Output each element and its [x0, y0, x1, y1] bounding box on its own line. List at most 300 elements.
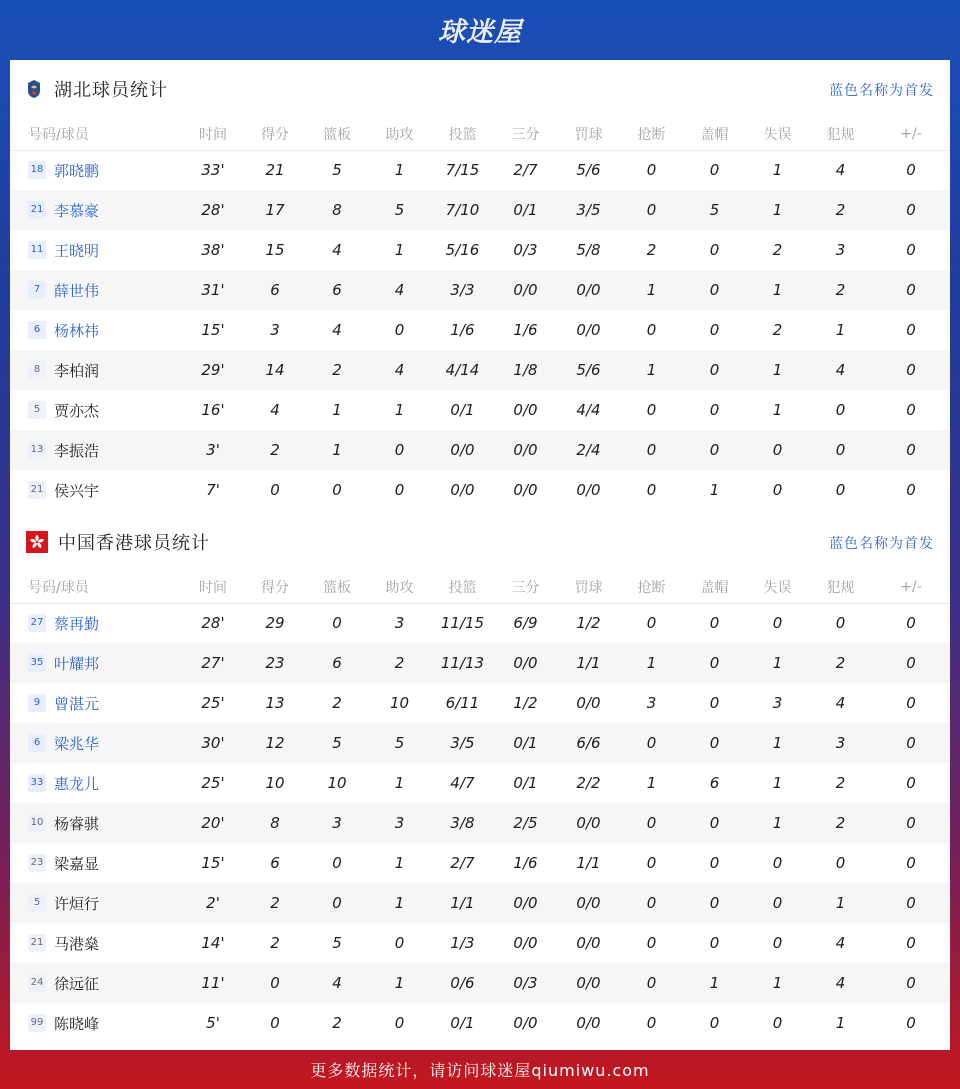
jersey-number-badge: 27 — [28, 614, 46, 632]
stat-cell: 3' — [182, 430, 244, 470]
stat-cell: 5/8 — [576, 241, 601, 259]
stat-cell: 3 — [809, 723, 872, 763]
jersey-number-badge: 35 — [28, 654, 46, 672]
player-name-link[interactable]: 李柏润 — [54, 361, 100, 380]
stat-cell: 1 — [746, 723, 809, 763]
stat-cell: 1 — [394, 854, 405, 872]
stat-cell: 1 — [746, 350, 809, 390]
stat-cell: 0/0 — [431, 430, 494, 470]
stat-cell: 1/2 — [513, 694, 538, 712]
stat-cell: 0 — [906, 401, 916, 419]
player-name-link[interactable]: 陈晓峰 — [54, 1014, 100, 1033]
player-name-link[interactable]: 徐远征 — [54, 974, 100, 993]
stat-cell: 0 — [646, 854, 657, 872]
stat-cell: 2 — [809, 270, 872, 310]
stat-cell: 1/6 — [513, 854, 538, 872]
hong-kong-flag-icon — [26, 531, 48, 553]
stat-cell: 5 — [368, 723, 431, 763]
stat-cell: 1 — [368, 883, 431, 923]
stat-cell: 1 — [746, 963, 809, 1003]
stat-cell: 1 — [835, 321, 846, 339]
column-header[interactable]: 得分 — [244, 118, 306, 150]
player-cell — [10, 470, 182, 510]
player-cell — [10, 230, 182, 270]
stat-cell: 1 — [394, 774, 405, 792]
table-row — [10, 1003, 950, 1043]
jersey-number-badge: 5 — [28, 401, 46, 419]
column-header[interactable]: 三分 — [494, 571, 557, 603]
stat-cell: 0/0 — [576, 694, 601, 712]
stat-cell: 2 — [809, 190, 872, 230]
stat-cell: 0/1 — [494, 190, 557, 230]
stat-cell: 0 — [709, 241, 720, 259]
column-header[interactable]: +/- — [872, 571, 950, 603]
stat-cell: 4 — [809, 963, 872, 1003]
player-cell — [10, 310, 182, 350]
stat-cell: 4 — [835, 934, 846, 952]
stat-cell: 3/5 — [557, 190, 620, 230]
brand-header — [0, 0, 960, 58]
stat-cell: 10 — [327, 774, 347, 792]
stat-cell: 2 — [306, 350, 368, 390]
stat-cell: 0 — [646, 401, 657, 419]
player-name-link[interactable]: 薛世伟 — [54, 281, 100, 300]
stat-cell: 0/0 — [557, 963, 620, 1003]
stat-cell: 2 — [332, 694, 342, 712]
stat-cell: 0 — [906, 1014, 916, 1032]
table-row — [10, 803, 950, 843]
stat-cell: 0/0 — [450, 481, 475, 499]
stat-cell: 0 — [772, 614, 783, 633]
stat-cell: 0/0 — [557, 803, 620, 843]
stat-cell: 1 — [620, 350, 683, 390]
stat-cell: 2 — [772, 241, 783, 259]
player-name-link[interactable]: 贾亦杰 — [54, 401, 100, 420]
stat-cell: 4 — [332, 321, 342, 339]
stat-cell: 0 — [709, 614, 720, 633]
stat-cell: 1 — [746, 190, 809, 230]
player-cell — [10, 963, 182, 1003]
stat-cell: 38' — [201, 241, 225, 259]
stat-cell: 21 — [265, 161, 285, 180]
stat-cell: 14 — [244, 350, 306, 390]
stat-cell: 2 — [646, 241, 657, 259]
stat-cell: 5 — [683, 190, 746, 230]
stat-cell: 0 — [772, 1014, 783, 1032]
column-header[interactable]: 犯规 — [809, 571, 872, 603]
stat-cell: 0/6 — [431, 963, 494, 1003]
stat-cell: 0 — [709, 1014, 720, 1032]
column-header[interactable]: 抢断 — [620, 118, 683, 150]
stat-cell: 0 — [709, 161, 720, 180]
stat-cell: 2 — [270, 934, 280, 952]
stat-cell: 0/0 — [513, 401, 538, 419]
table-row — [10, 963, 950, 1003]
stat-cell: 0 — [872, 963, 950, 1003]
stat-cell: 5 — [368, 190, 431, 230]
stat-cell: 0 — [646, 161, 657, 180]
stat-cell: 16' — [201, 401, 225, 419]
stat-cell: 1/1 — [557, 643, 620, 683]
stat-cell: 1 — [368, 963, 431, 1003]
stat-cell: 0 — [872, 723, 950, 763]
section-title: 湖北球员统计 — [54, 80, 168, 101]
stat-cell: 1/2 — [576, 614, 601, 633]
jersey-number-badge: 6 — [28, 321, 46, 339]
stat-cell: 4/14 — [431, 350, 494, 390]
stat-cell: 11/15 — [440, 614, 485, 633]
stat-cell: 0/3 — [513, 241, 538, 259]
stat-cell: 3 — [270, 321, 280, 339]
stat-cell: 0 — [872, 350, 950, 390]
footer-banner[interactable] — [0, 1050, 960, 1089]
jersey-number-badge: 10 — [28, 814, 46, 832]
player-name-link[interactable]: 侯兴宇 — [54, 481, 100, 500]
stat-cell: 0 — [683, 803, 746, 843]
table-header-row — [10, 571, 950, 603]
jersey-number-badge: 13 — [28, 441, 46, 459]
column-header[interactable]: 失误 — [746, 571, 809, 603]
column-header[interactable]: 助攻 — [368, 571, 431, 603]
stat-cell: 0 — [270, 1014, 280, 1032]
table-row — [10, 843, 950, 883]
stat-cell: 0 — [835, 481, 846, 499]
player-name-link[interactable]: 郭晓鹏 — [54, 161, 100, 180]
stat-cell: 4 — [368, 350, 431, 390]
stat-cell: 0/0 — [576, 481, 601, 499]
column-header[interactable]: 得分 — [244, 571, 306, 603]
stat-cell: 3 — [368, 803, 431, 843]
stat-cell: 0 — [709, 321, 720, 339]
stat-cell: 5 — [332, 934, 342, 952]
stat-cell: 6 — [270, 854, 280, 872]
stat-cell: 6 — [709, 774, 720, 792]
stat-cell: 0 — [683, 883, 746, 923]
stat-cell: 0 — [906, 614, 916, 633]
stat-cell: 0/1 — [513, 774, 538, 792]
stat-cell: 0 — [394, 321, 405, 339]
stat-cell: 15 — [265, 241, 285, 259]
table-row — [10, 430, 950, 470]
stat-cell: 1/8 — [494, 350, 557, 390]
stat-cell: 0 — [270, 481, 280, 499]
stat-cell: 2 — [244, 430, 306, 470]
stat-cell: 0/0 — [494, 430, 557, 470]
table-row — [10, 723, 950, 763]
stat-cell: 17 — [244, 190, 306, 230]
stat-cell: 11' — [182, 963, 244, 1003]
jersey-number-badge: 23 — [28, 854, 46, 872]
player-name-link[interactable]: 李振浩 — [54, 441, 100, 460]
stat-cell: 1 — [772, 774, 783, 792]
stat-cell: 4 — [306, 963, 368, 1003]
stat-cell: 1/1 — [576, 854, 601, 872]
stat-cell: 2/5 — [494, 803, 557, 843]
stat-cell: 7/15 — [445, 161, 480, 180]
stat-cell: 3 — [835, 241, 846, 259]
jersey-number-badge: 6 — [28, 734, 46, 752]
table-row — [10, 883, 950, 923]
player-name-link[interactable]: 梁兆华 — [54, 734, 100, 753]
stat-cell: 0 — [394, 1014, 405, 1032]
stat-cell: 1 — [746, 270, 809, 310]
player-cell — [10, 603, 182, 643]
player-name-link[interactable]: 杨睿骐 — [54, 814, 100, 833]
stat-cell: 1 — [772, 401, 783, 419]
player-name-link[interactable]: 蔡再勤 — [54, 614, 100, 633]
stat-cell: 3 — [772, 694, 783, 712]
stat-cell: 10 — [265, 774, 285, 792]
stat-cell: 4 — [835, 694, 846, 712]
stat-cell: 0/0 — [576, 1014, 601, 1032]
stat-cell: 0 — [646, 934, 657, 952]
jersey-number-badge: 7 — [28, 281, 46, 299]
stat-cell: 1 — [772, 161, 783, 180]
stat-cell: 4 — [332, 241, 342, 259]
stat-cell: 0 — [906, 774, 916, 792]
stat-cell: 3 — [394, 614, 405, 633]
stat-cell: 0 — [772, 481, 783, 499]
stat-cell: 0/0 — [513, 481, 538, 499]
stat-cell: 4 — [835, 161, 846, 180]
stat-cell: 2 — [809, 803, 872, 843]
stat-cell: 0 — [872, 803, 950, 843]
column-header[interactable]: 投篮 — [431, 571, 494, 603]
stat-cell: 0 — [646, 614, 657, 633]
stat-cell: 27' — [182, 643, 244, 683]
stat-cell: 5 — [332, 161, 342, 180]
stat-cell: 4 — [270, 401, 280, 419]
player-cell — [10, 643, 182, 683]
stat-cell: 0/1 — [450, 1014, 475, 1032]
player-cell — [10, 683, 182, 723]
player-name-link[interactable]: 马港燊 — [54, 934, 100, 953]
jersey-number-badge: 24 — [28, 974, 46, 992]
player-name-link[interactable]: 叶耀邦 — [54, 654, 100, 673]
stat-cell: 7' — [206, 481, 220, 499]
stat-cell: 6 — [244, 270, 306, 310]
stat-cell: 0 — [835, 854, 846, 872]
stat-cell: 1/1 — [431, 883, 494, 923]
stat-cell: 29' — [182, 350, 244, 390]
jersey-number-badge: 21 — [28, 201, 46, 219]
jersey-number-badge: 18 — [28, 161, 46, 179]
player-cell — [10, 923, 182, 963]
column-header[interactable]: 篮板 — [306, 571, 368, 603]
column-header[interactable]: 时间 — [182, 571, 244, 603]
brand-logo: 球迷屋 — [438, 16, 522, 48]
stat-cell: 0 — [332, 614, 342, 633]
stat-cell: 33' — [201, 161, 225, 180]
stat-cell: 3/8 — [431, 803, 494, 843]
player-name-link[interactable]: 李慕豪 — [54, 201, 100, 220]
column-header[interactable]: 盖帽 — [683, 571, 746, 603]
stat-cell: 1 — [809, 883, 872, 923]
stat-cell: 12 — [244, 723, 306, 763]
stat-cell: 2 — [332, 1014, 342, 1032]
stat-cell: 31' — [182, 270, 244, 310]
column-header[interactable]: 助攻 — [368, 118, 431, 150]
player-cell — [10, 723, 182, 763]
jersey-number-badge: 33 — [28, 774, 46, 792]
stat-cell: 2 — [835, 774, 846, 792]
stat-cell: 15' — [201, 321, 225, 339]
stat-cell: 0 — [620, 190, 683, 230]
player-cell — [10, 150, 182, 190]
table-row — [10, 310, 950, 350]
column-header[interactable]: 罚球 — [557, 571, 620, 603]
stat-cell: 6 — [306, 270, 368, 310]
stat-cell: 0 — [906, 854, 916, 872]
stat-cell: 0 — [620, 883, 683, 923]
stat-cell: 0 — [244, 963, 306, 1003]
stat-cell: 4 — [368, 270, 431, 310]
column-header[interactable]: 罚球 — [557, 118, 620, 150]
stat-cell: 6/11 — [445, 694, 480, 712]
stat-cell: 11/13 — [431, 643, 494, 683]
stat-cell: 1 — [709, 481, 720, 499]
stat-cell: 29 — [265, 614, 285, 633]
stat-cell: 28' — [201, 614, 225, 633]
stat-cell: 0 — [746, 883, 809, 923]
stat-cell: 8 — [244, 803, 306, 843]
table-row — [10, 190, 950, 230]
stat-cell: 4 — [809, 350, 872, 390]
stat-cell: 1 — [835, 1014, 846, 1032]
section-header — [10, 513, 950, 571]
section-header — [10, 60, 950, 118]
stat-cell: 0 — [646, 1014, 657, 1032]
stat-cell: 0 — [906, 481, 916, 499]
table-row — [10, 683, 950, 723]
stat-cell: 1 — [394, 241, 405, 259]
stat-cell: 0 — [332, 854, 342, 872]
stat-cell: 1 — [394, 161, 405, 180]
table-row — [10, 270, 950, 310]
stat-cell: 0/0 — [494, 270, 557, 310]
stat-cell: 1 — [306, 430, 368, 470]
stat-cell: 0 — [709, 401, 720, 419]
column-header[interactable]: 犯规 — [809, 118, 872, 150]
stat-cell: 0 — [709, 694, 720, 712]
stat-cell: 0 — [906, 694, 916, 712]
stat-cell: 1 — [746, 803, 809, 843]
column-header[interactable]: 时间 — [182, 118, 244, 150]
stat-cell: 1 — [620, 643, 683, 683]
stat-cell: 0 — [746, 430, 809, 470]
stat-cell: 5/6 — [557, 350, 620, 390]
stat-cell: 0 — [872, 643, 950, 683]
column-header[interactable]: 失误 — [746, 118, 809, 150]
stat-cell: 1 — [683, 963, 746, 1003]
hubei-team-logo — [26, 78, 42, 100]
column-header[interactable]: 三分 — [494, 118, 557, 150]
jersey-number-badge: 5 — [28, 894, 46, 912]
stat-cell: 2/4 — [557, 430, 620, 470]
stat-cell: 0 — [306, 883, 368, 923]
stat-cell: 4/7 — [450, 774, 475, 792]
stat-cell: 0 — [872, 270, 950, 310]
stat-cell: 0 — [906, 321, 916, 339]
stat-cell: 0/0 — [513, 934, 538, 952]
stat-cell: 0/0 — [557, 883, 620, 923]
column-header[interactable]: 篮板 — [306, 118, 368, 150]
stat-cell: 28' — [182, 190, 244, 230]
column-header[interactable]: 投篮 — [431, 118, 494, 150]
column-header[interactable]: 抢断 — [620, 571, 683, 603]
stat-cell: 0 — [620, 430, 683, 470]
stat-cell: 0 — [683, 643, 746, 683]
stat-cell: 0 — [709, 854, 720, 872]
stat-cell: 0 — [683, 350, 746, 390]
stat-cell: 0/0 — [557, 270, 620, 310]
stat-cell: 8 — [306, 190, 368, 230]
player-name-link[interactable]: 惠龙儿 — [54, 774, 100, 793]
stat-cell: 6/6 — [557, 723, 620, 763]
stat-cell: 3/3 — [431, 270, 494, 310]
stat-cell: 2 — [244, 883, 306, 923]
column-header[interactable]: 盖帽 — [683, 118, 746, 150]
stat-cell: 0/0 — [576, 321, 601, 339]
player-cell — [10, 430, 182, 470]
stat-cell: 0 — [620, 963, 683, 1003]
stat-cell: 0 — [646, 321, 657, 339]
stat-cell: 0 — [872, 190, 950, 230]
stat-cell: 3 — [646, 694, 657, 712]
stat-cell: 3/5 — [431, 723, 494, 763]
player-name-link[interactable]: 许烜行 — [54, 894, 100, 913]
stat-cell: 2 — [809, 643, 872, 683]
column-header[interactable]: +/- — [872, 118, 950, 150]
table-row — [10, 230, 950, 270]
player-name-link[interactable]: 杨林祎 — [54, 321, 100, 340]
table-row — [10, 603, 950, 643]
table-row — [10, 643, 950, 683]
starter-legend-note: 蓝色名称为首发 — [829, 536, 934, 552]
stat-cell: 0 — [835, 614, 846, 633]
stat-cell: 0/1 — [494, 723, 557, 763]
team-section-hubei — [10, 60, 950, 510]
stat-cell: 0 — [906, 934, 916, 952]
column-header[interactable]: 号码/球员 — [10, 571, 182, 603]
jersey-number-badge: 9 — [28, 694, 46, 712]
stat-cell: 0 — [809, 430, 872, 470]
stat-cell: 0 — [709, 934, 720, 952]
player-name-link[interactable]: 曾湛元 — [54, 694, 100, 713]
stat-cell: 5 — [306, 723, 368, 763]
table-header-row — [10, 118, 950, 150]
stat-cell: 30' — [182, 723, 244, 763]
player-cell — [10, 803, 182, 843]
player-name-link[interactable]: 梁嘉显 — [54, 854, 100, 873]
stat-cell: 0 — [646, 481, 657, 499]
player-stats-table — [10, 118, 950, 510]
player-cell — [10, 350, 182, 390]
table-row — [10, 390, 950, 430]
player-name-link[interactable]: 王晓明 — [54, 241, 100, 260]
stat-cell: 0 — [872, 883, 950, 923]
stat-cell: 0 — [332, 481, 342, 499]
stat-cell: 2/2 — [576, 774, 601, 792]
stat-cell: 0 — [835, 401, 846, 419]
player-cell — [10, 763, 182, 803]
stat-cell: 5/6 — [576, 161, 601, 180]
stat-cell: 0 — [906, 161, 916, 180]
stat-cell: 0 — [683, 723, 746, 763]
column-header[interactable]: 号码/球员 — [10, 118, 182, 150]
jersey-number-badge: 21 — [28, 934, 46, 952]
stat-cell: 1/6 — [450, 321, 475, 339]
